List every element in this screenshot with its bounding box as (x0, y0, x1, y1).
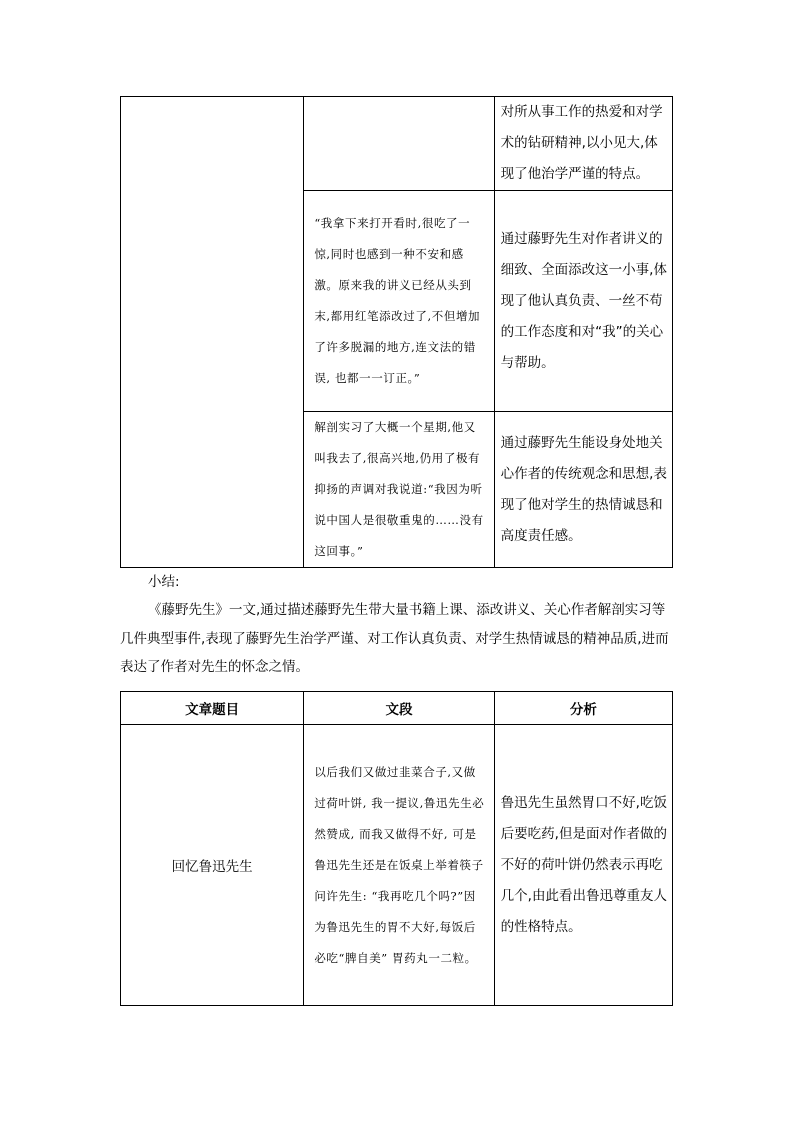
table-row (121, 97, 673, 191)
comparison-table-top (120, 96, 673, 568)
quote-cell: 解剖实习了大概一个星期,他又叫我去了,很高兴地,仍用了极有抑扬的声调对我说道:“我因为听说中国人是很敬重鬼的……没有这回事。” (304, 412, 494, 568)
table-row (121, 725, 673, 1006)
title-cell-empty (121, 97, 304, 568)
article-title-cell: 回忆鲁迅先生 (121, 725, 304, 1006)
quote-cell (304, 97, 494, 191)
header-article-title: 文章题目 (121, 692, 304, 725)
analysis-cell: 对所从事工作的热爱和对学术的钻研精神,以小见大,体现了他治学严谨的特点。 (494, 97, 672, 191)
summary-label: 小结: (148, 574, 180, 590)
summary-paragraph: 《藤野先生》一文,通过描述藤野先生带大量书籍上课、添改讲义、关心作者解剖实习等几件典型事件,表现了藤野先生治学严谨、对工作认真负责、对学生热情诚恳的精神品质,进而表达了作者对先生的怀念之情。 (120, 602, 669, 675)
quote-cell: “我拿下来打开看时,很吃了一惊,同时也感到一种不安和感激。原来我的讲义已经从头到末,都用红笔添改过了,不但增加了许多脱漏的地方,连文法的错误, 也都一一订正。” (304, 191, 494, 412)
analysis-cell: 通过藤野先生能设身处地关心作者的传统观念和思想,表现了他对学生的热情诚恳和高度责任感。 (494, 412, 672, 568)
analysis-cell: 鲁迅先生虽然胃口不好,吃饭后要吃药,但是面对作者做的不好的荷叶饼仍然表示再吃几个,由此看出鲁迅尊重友人的性格特点。 (494, 725, 672, 1006)
header-analysis: 分析 (494, 692, 672, 725)
quote-cell: 以后我们又做过韭菜合子,又做过荷叶饼, 我一提议,鲁迅先生必然赞成, 而我又做得不好, 可是鲁迅先生还是在饭桌上举着筷子问许先生: “我再吃几个吗?”因为鲁迅先生的胃不大好,每饭后必吃“脾自美” 胃药丸一二粒。 (304, 725, 494, 1006)
analysis-cell: 通过藤野先生对作者讲义的细致、全面添改这一小事,体现了他认真负责、一丝不苟的工作态度和对“我”的关心与帮助。 (494, 191, 672, 412)
table-header-row (121, 692, 673, 725)
header-passage: 文段 (304, 692, 494, 725)
comparison-table-bottom (120, 691, 673, 1006)
